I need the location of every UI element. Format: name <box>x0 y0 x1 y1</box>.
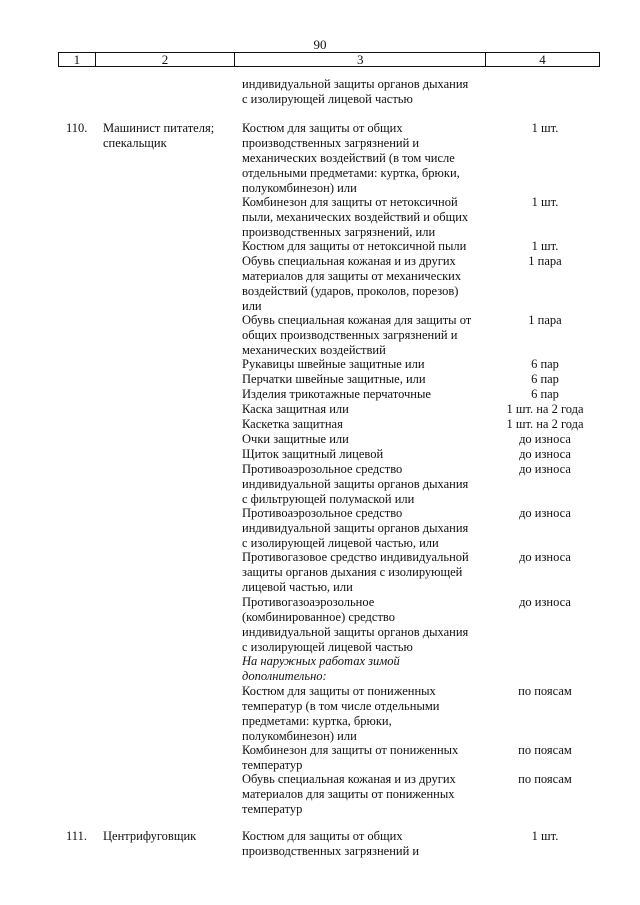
issue-norm: до износа <box>519 462 571 476</box>
page-number: 90 <box>313 37 327 52</box>
text-line: отдельными предметами: куртка, брюки, <box>242 166 460 180</box>
text-line: с изолирующей лицевой частью, или <box>242 536 439 550</box>
text-line: Машинист питателя; <box>103 121 215 135</box>
issue-norm: по поясам <box>518 772 572 786</box>
text-line: лицевой частью, или <box>242 580 353 594</box>
text-line: Каска защитная или <box>242 402 349 416</box>
text-line: Обувь специальная кожаная и из других <box>242 772 456 786</box>
text-line: индивидуальной защиты органов дыхания <box>242 477 469 491</box>
issue-norm: до износа <box>519 432 571 446</box>
text-line: спекальщик <box>103 136 167 150</box>
ppe-item <box>242 684 490 744</box>
text-line: Противогазоаэрозольное <box>242 595 375 609</box>
text-line: общих производственных загрязнений и <box>242 328 458 342</box>
issue-norm: до износа <box>519 506 571 520</box>
text-line: температур <box>242 758 303 772</box>
ppe-item <box>242 357 490 372</box>
ppe-item <box>242 417 490 432</box>
text-line: предметами: куртка, брюки, <box>242 714 392 728</box>
text-line: пыли, механических воздействий и общих <box>242 210 469 224</box>
text-line: температур (в том числе отдельными <box>242 699 440 713</box>
text-line: полукомбинезон) или <box>242 729 357 743</box>
issue-norm: 1 шт. <box>531 121 559 135</box>
row-number: 110. <box>66 121 88 135</box>
text-line: температур <box>242 802 303 816</box>
ppe-item <box>242 447 490 462</box>
text-line: с фильтрующей полумаской или <box>242 492 415 506</box>
text-line: Противоаэрозольное средство <box>242 462 403 476</box>
text-line: Центрифуговщик <box>103 829 197 843</box>
ppe-item <box>242 121 490 196</box>
ppe-item <box>242 595 490 655</box>
text-line: с изолирующей лицевой частью <box>242 92 413 106</box>
issue-norm: до износа <box>519 550 571 564</box>
issue-norm: 6 пар <box>531 387 559 401</box>
issue-norm: 1 шт. на 2 года <box>506 402 584 416</box>
text-line: Изделия трикотажные перчаточные <box>242 387 431 401</box>
ppe-item <box>242 402 490 417</box>
text-line: Обувь специальная кожаная и из других <box>242 254 456 268</box>
text-line: механических воздействий (в том числе <box>242 151 455 165</box>
ppe-item <box>242 254 490 314</box>
ppe-item <box>242 313 490 358</box>
text-line: индивидуальной защиты органов дыхания <box>242 77 469 91</box>
issue-norm: до износа <box>519 447 571 461</box>
issue-norm: до износа <box>519 595 571 609</box>
ppe-item <box>242 829 490 859</box>
issue-norm: 1 пара <box>528 313 562 327</box>
issue-norm: 1 шт. на 2 года <box>506 417 584 431</box>
column-header-4: 4 <box>486 53 600 67</box>
continuation-text <box>242 77 490 107</box>
text-line: воздействий (ударов, проколов, порезов) <box>242 284 459 298</box>
issue-norm: 1 пара <box>528 254 562 268</box>
issue-norm: по поясам <box>518 743 572 757</box>
ppe-item <box>242 239 490 254</box>
ppe-item <box>242 432 490 447</box>
text-line: производственных загрязнений, или <box>242 225 436 239</box>
text-line: Перчатки швейные защитные, или <box>242 372 426 386</box>
text-line: производственных загрязнений и <box>242 844 420 858</box>
text-line: Костюм для защиты от пониженных <box>242 684 436 698</box>
column-header-1: 1 <box>59 53 96 67</box>
text-line: материалов для защиты от механических <box>242 269 462 283</box>
profession-name <box>103 121 239 151</box>
ppe-item <box>242 462 490 507</box>
text-line: индивидуальной защиты органов дыхания <box>242 625 469 639</box>
ppe-item <box>242 372 490 387</box>
text-line: производственных загрязнений и <box>242 136 420 150</box>
text-line: с изолирующей лицевой частью <box>242 640 413 654</box>
text-line: защиты органов дыхания с изолирующей <box>242 565 463 579</box>
text-line: (комбинированное) средство <box>242 610 395 624</box>
text-line: дополнительно: <box>242 669 327 683</box>
text-line: Противогазовое средство индивидуальной <box>242 550 469 564</box>
issue-norm: по поясам <box>518 684 572 698</box>
ppe-item <box>242 550 490 595</box>
text-line: Очки защитные или <box>242 432 349 446</box>
profession-name <box>103 829 239 844</box>
text-line: Костюм для защиты от общих <box>242 829 403 843</box>
ppe-item <box>242 195 490 240</box>
ppe-item <box>242 387 490 402</box>
text-line: На наружных работах зимой <box>242 654 400 668</box>
column-header-3: 3 <box>235 53 486 67</box>
text-line: Костюм для защиты от нетоксичной пыли <box>242 239 467 253</box>
row-number: 111. <box>66 829 87 843</box>
issue-norm: 1 шт. <box>531 239 559 253</box>
text-line: Комбинезон для защиты от нетоксичной <box>242 195 458 209</box>
issue-norm: 1 шт. <box>531 195 559 209</box>
issue-norm: 1 шт. <box>531 829 559 843</box>
text-line: Каскетка защитная <box>242 417 343 431</box>
text-line: Обувь специальная кожаная для защиты от <box>242 313 472 327</box>
text-line: полукомбинезон) или <box>242 181 357 195</box>
ppe-item <box>242 743 490 773</box>
column-header-2: 2 <box>95 53 235 67</box>
text-line: Костюм для защиты от общих <box>242 121 403 135</box>
ppe-item <box>242 772 490 817</box>
issue-norm: 6 пар <box>531 372 559 386</box>
winter-note <box>242 654 490 684</box>
text-line: Комбинезон для защиты от пониженных <box>242 743 459 757</box>
text-line: механических воздействий <box>242 343 386 357</box>
text-line: или <box>242 299 262 313</box>
text-line: Рукавицы швейные защитные или <box>242 357 425 371</box>
issue-norm: 6 пар <box>531 357 559 371</box>
text-line: индивидуальной защиты органов дыхания <box>242 521 469 535</box>
column-header-table <box>58 52 600 67</box>
ppe-item <box>242 506 490 551</box>
text-line: материалов для защиты от пониженных <box>242 787 455 801</box>
text-line: Щиток защитный лицевой <box>242 447 384 461</box>
text-line: Противоаэрозольное средство <box>242 506 403 520</box>
